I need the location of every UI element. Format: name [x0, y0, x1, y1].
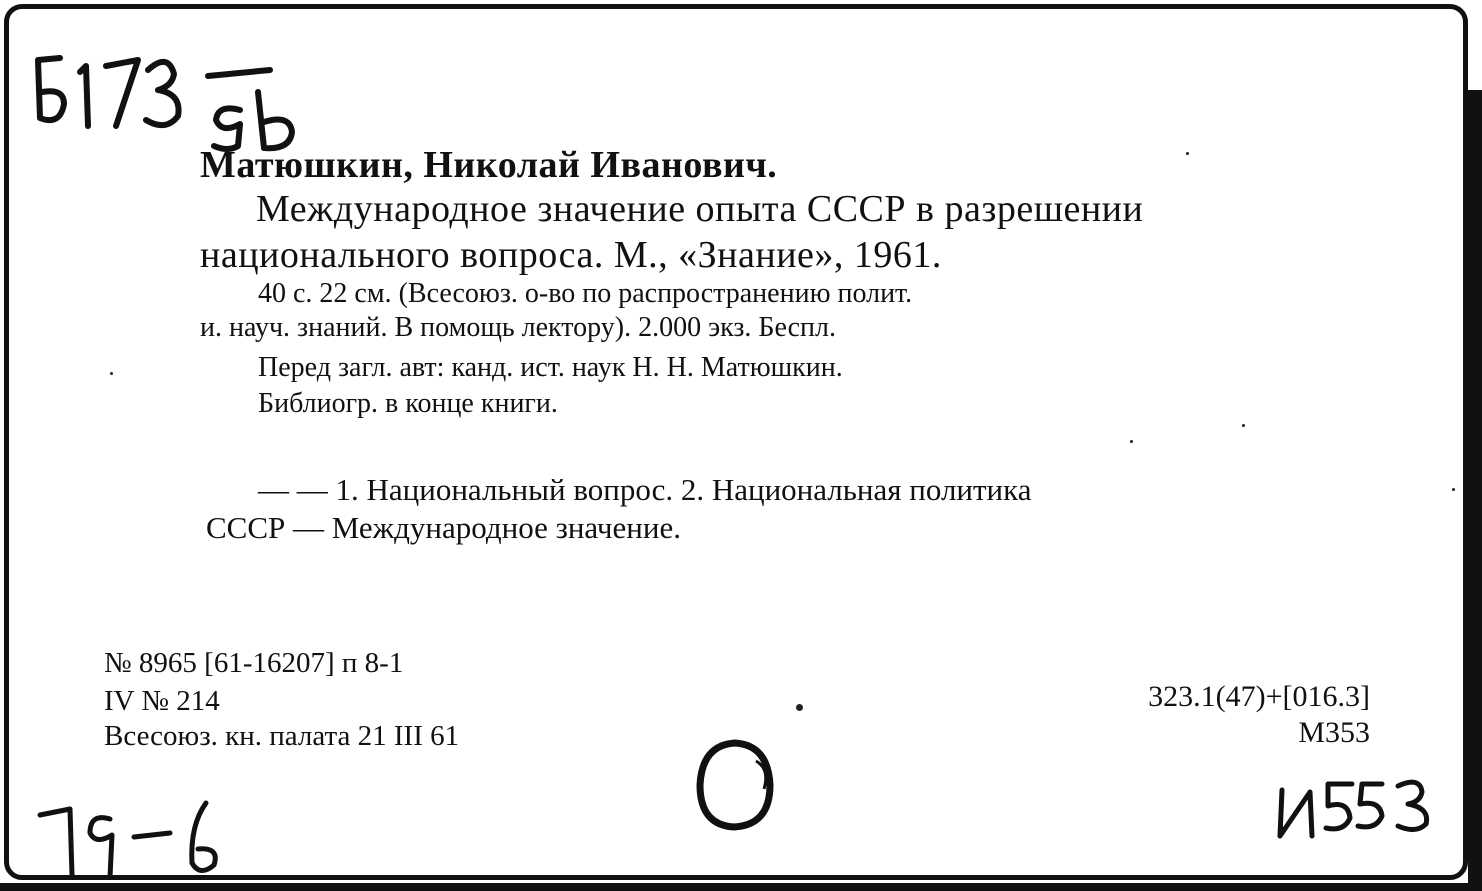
author-note: Перед загл. авт: канд. ист. наук Н. Н. Матюшкин.	[258, 352, 843, 383]
cutter-number: М353	[1298, 716, 1370, 749]
series-number: IV № 214	[104, 685, 220, 717]
publisher-chamber: Всесоюз. кн. палата 21 III 61	[104, 720, 460, 752]
scan-speck	[1130, 440, 1133, 443]
author-heading: Матюшкин, Николай Иванович.	[200, 144, 778, 186]
subject-headings-line-2: СССР — Международное значение.	[206, 510, 681, 545]
scan-speck	[1242, 424, 1245, 427]
scan-speck	[110, 372, 113, 375]
scan-speck	[1452, 488, 1455, 491]
udc-classification: 323.1(47)+[016.3]	[1148, 680, 1370, 713]
order-number: № 8965 [61-16207] п 8-1	[104, 647, 404, 679]
handwritten-shelf-mark	[200, 62, 310, 152]
handwritten-number	[30, 40, 200, 130]
bibliography-note: Библиогр. в конце книги.	[258, 388, 558, 419]
handwritten-bottom-left	[30, 785, 240, 885]
card-right-shadow	[1468, 90, 1482, 891]
scan-speck	[796, 704, 803, 711]
punch-hole	[690, 735, 780, 835]
scan-speck	[1186, 152, 1189, 155]
title-line-1: Международное значение опыта СССР в разрешении	[256, 188, 1144, 230]
physical-description-line-1: 40 с. 22 см. (Всесоюз. о-во по распространению полит.	[258, 278, 913, 309]
physical-description-line-2: и. науч. знаний. В помощь лектору). 2.000 экз. Беспл.	[200, 312, 837, 343]
subject-headings-line-1: — — 1. Национальный вопрос. 2. Национальная политика	[258, 472, 1032, 507]
title-line-2: национального вопроса. М., «Знание», 1961.	[200, 234, 942, 276]
handwritten-bottom-right	[1270, 770, 1450, 850]
